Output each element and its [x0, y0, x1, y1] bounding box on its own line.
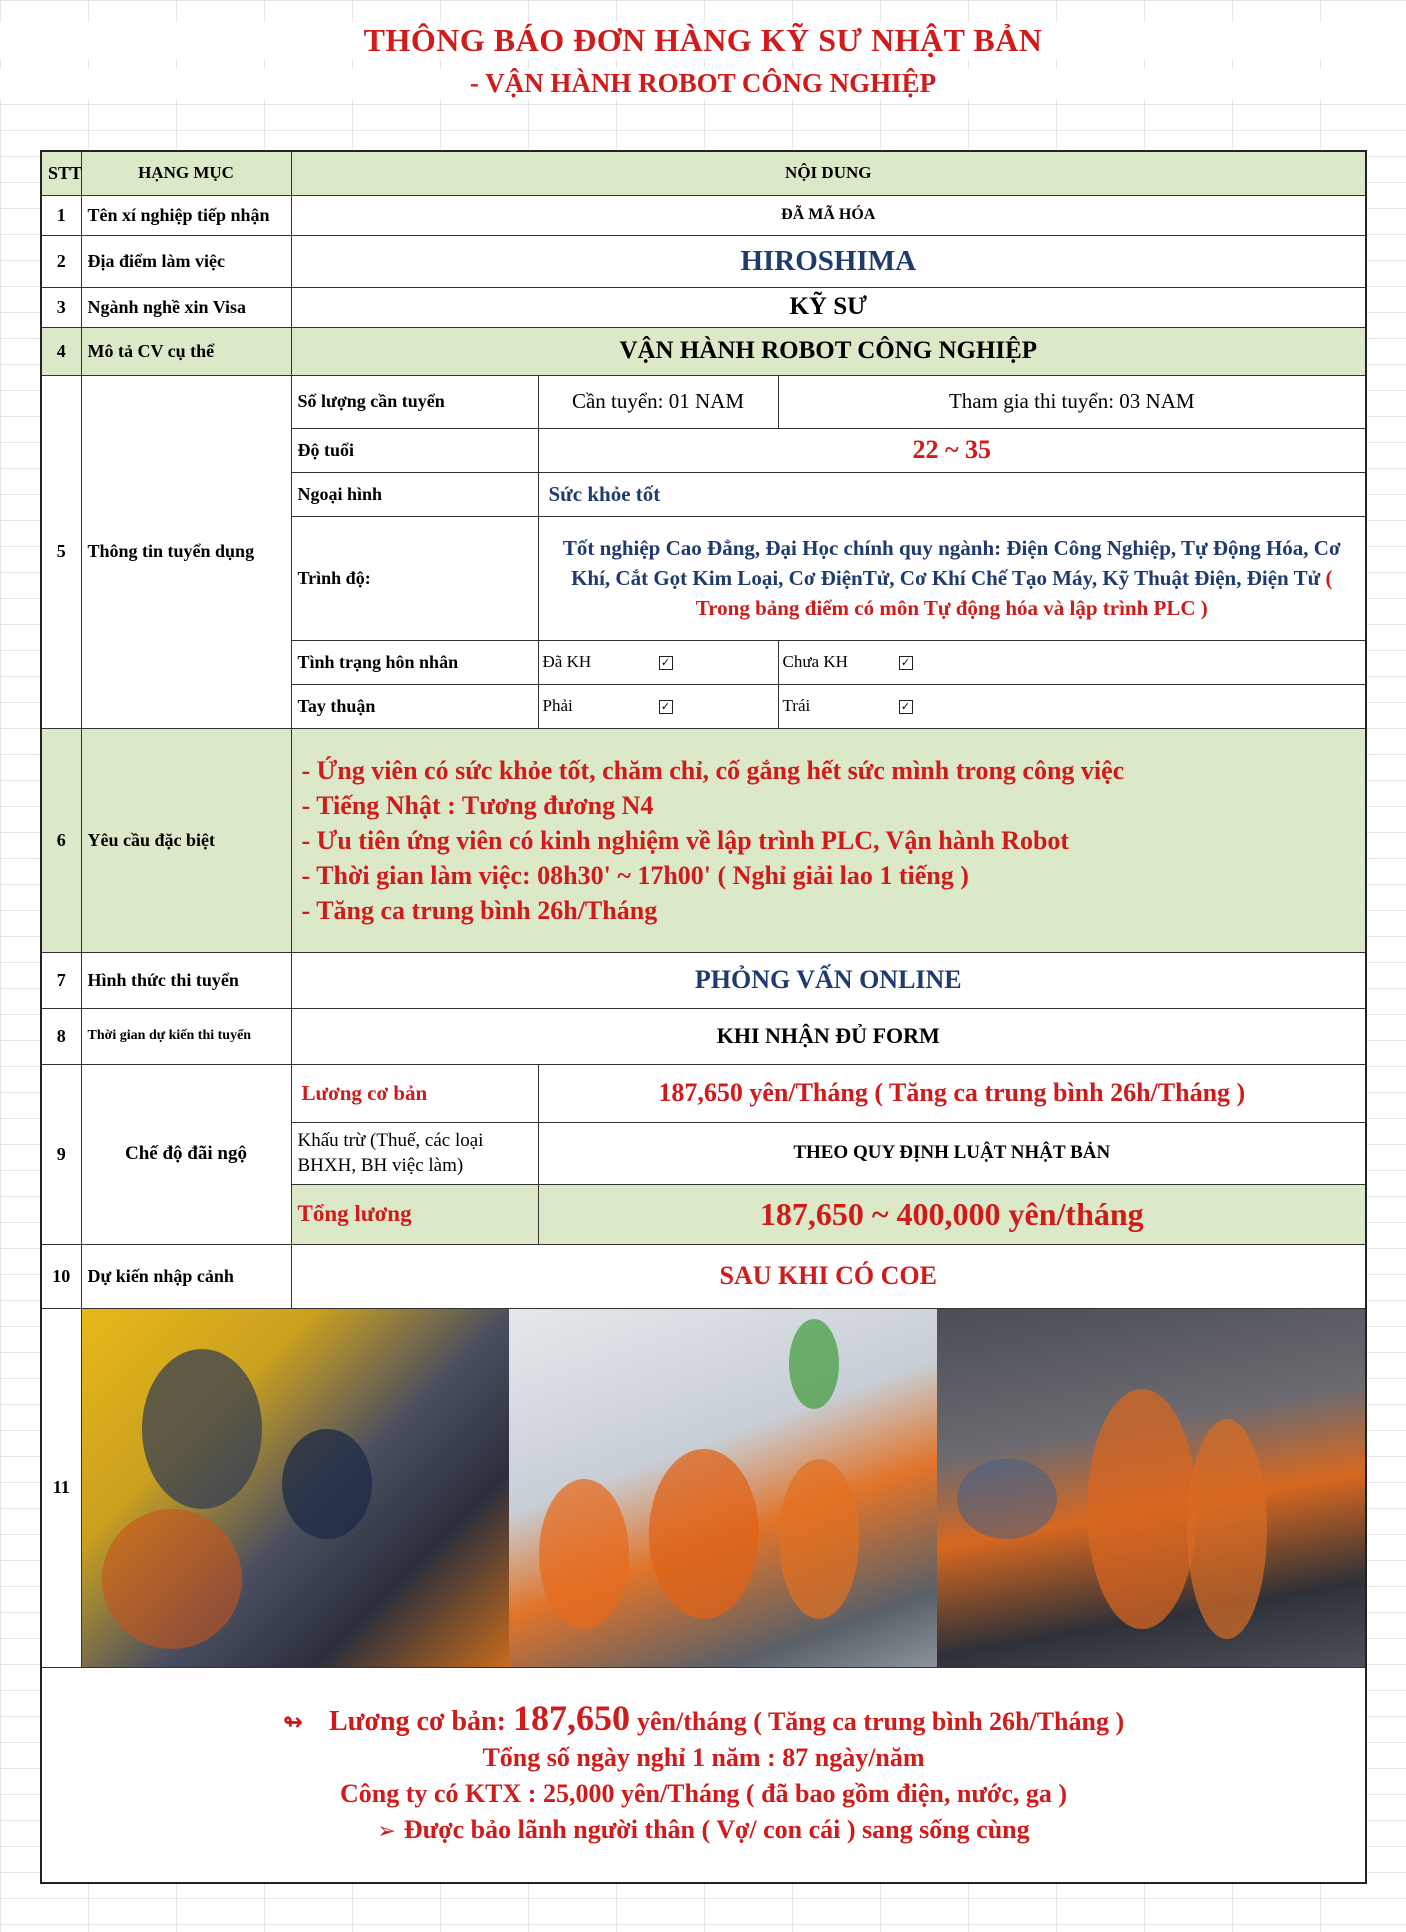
robot-photo	[82, 1309, 510, 1667]
photo-strip	[82, 1309, 1366, 1667]
education-label: Trình độ:	[291, 516, 538, 640]
summary-cell	[41, 1667, 1366, 1883]
requirement-item: - Ứng viên có sức khỏe tốt, chăm chỉ, cố gắng hết sức mình trong công việc	[301, 755, 1125, 785]
table-row	[41, 728, 1366, 952]
photo-shape	[282, 1429, 372, 1539]
row-number: 7	[41, 952, 81, 1008]
table-row	[41, 1308, 1366, 1667]
row-label: Thời gian dự kiến thi tuyển	[81, 1008, 291, 1064]
age-label: Độ tuổi	[291, 428, 538, 472]
row-label: Địa điểm làm việc	[81, 235, 291, 287]
arrow-icon: ↬	[282, 1707, 303, 1736]
left-hand-checkbox[interactable]: ✓	[899, 700, 913, 714]
photo-shape	[142, 1349, 262, 1509]
appearance-label: Ngoại hình	[291, 472, 538, 516]
photo-cell	[81, 1308, 1366, 1667]
stt-header: STT	[41, 151, 81, 195]
quantity-need: Cần tuyển: 01 NAM	[538, 375, 778, 428]
marital-married	[538, 640, 778, 684]
table-row	[41, 1008, 1366, 1064]
table-header-row	[41, 151, 1366, 195]
deduction-label: Khấu trừ (Thuế, các loại BHXH, BH việc làm)	[291, 1122, 538, 1184]
photo-shape	[102, 1509, 242, 1649]
table-row	[41, 1244, 1366, 1308]
visa-value: KỸ SƯ	[291, 287, 1366, 327]
table-row	[41, 235, 1366, 287]
base-salary-amount: 187,650	[512, 1697, 630, 1738]
job-table	[40, 150, 1367, 1884]
right-hand-label: Phải	[542, 696, 573, 715]
education-value: Tốt nghiệp Cao Đẳng, Đại Học chính quy ngành: Điện Công Nghiệp, Tự Động Hóa, Cơ Khí, Cắt Gọt Kim Loại, Cơ ĐiệnTử, Cơ Khí Chế Tạo Máy, Kỹ Thuật Điện, Điện Tử	[562, 536, 1341, 590]
requirement-item: - Tiếng Nhật : Tương đương N4	[301, 790, 654, 820]
total-salary-value: 187,650 ~ 400,000 yên/tháng	[538, 1184, 1366, 1244]
category-header: HẠNG MỤC	[81, 151, 291, 195]
photo-shape	[539, 1479, 629, 1629]
requirement-item: - Ưu tiên ứng viên có kinh nghiệm về lập trình PLC, Vận hành Robot	[301, 825, 1070, 855]
row-number: 2	[41, 235, 81, 287]
photo-shape	[957, 1459, 1057, 1539]
table-row	[41, 1064, 1366, 1122]
summary-row	[41, 1667, 1366, 1883]
robot-photo	[937, 1309, 1365, 1667]
education-cell	[538, 516, 1366, 640]
married-checkbox[interactable]: ✓	[659, 656, 673, 670]
base-salary-value: 187,650 yên/Tháng ( Tăng ca trung bình 26h/Tháng )	[538, 1064, 1366, 1122]
married-label: Đã KH	[542, 652, 592, 671]
right-hand-checkbox[interactable]: ✓	[659, 700, 673, 714]
photo-shape	[789, 1319, 839, 1409]
deduction-value: THEO QUY ĐỊNH LUẬT NHẬT BẢN	[538, 1122, 1366, 1184]
row-label: Ngành nghề xin Visa	[81, 287, 291, 327]
entry-value: SAU KHI CÓ COE	[291, 1244, 1366, 1308]
marital-single	[778, 640, 1366, 684]
page-subtitle: - VẬN HÀNH ROBOT CÔNG NGHIỆP	[0, 68, 1406, 99]
table-row	[41, 375, 1366, 428]
hand-left	[778, 684, 1366, 728]
summary-base-salary	[48, 1697, 1359, 1740]
base-salary-prefix: Lương cơ bản:	[329, 1705, 506, 1737]
content-header: NỘI DUNG	[291, 151, 1366, 195]
photo-shape	[1187, 1419, 1267, 1639]
company-value: ĐÃ MÃ HÓA	[291, 195, 1366, 235]
row-label: Dự kiến nhập cảnh	[81, 1244, 291, 1308]
row-label: Mô tả CV cụ thể	[81, 327, 291, 375]
row-label: Yêu cầu đặc biệt	[81, 728, 291, 952]
appearance-value: Sức khỏe tốt	[538, 472, 1366, 516]
single-label: Chưa KH	[782, 652, 848, 671]
row-number: 10	[41, 1244, 81, 1308]
location-value: HIROSHIMA	[291, 235, 1366, 287]
photo-shape	[649, 1449, 759, 1619]
pointer-icon: ➢	[377, 1818, 396, 1844]
special-requirements	[291, 728, 1366, 952]
row-number: 3	[41, 287, 81, 327]
row-label: Hình thức thi tuyển	[81, 952, 291, 1008]
row-number: 8	[41, 1008, 81, 1064]
summary-family	[48, 1812, 1359, 1850]
marital-label: Tình trạng hôn nhân	[291, 640, 538, 684]
left-hand-label: Trái	[782, 696, 811, 715]
row-number: 5	[41, 375, 81, 728]
base-salary-suffix: yên/tháng ( Tăng ca trung bình 26h/Tháng )	[636, 1706, 1125, 1736]
row-label: Tên xí nghiệp tiếp nhận	[81, 195, 291, 235]
row-label: Thông tin tuyển dụng	[81, 375, 291, 728]
hand-right	[538, 684, 778, 728]
requirement-item: - Tăng ca trung bình 26h/Tháng	[301, 895, 658, 925]
row-number: 11	[41, 1308, 81, 1667]
age-value: 22 ~ 35	[538, 428, 1366, 472]
quantity-label: Số lượng cần tuyển	[291, 375, 538, 428]
table-row	[41, 287, 1366, 327]
photo-shape	[1087, 1389, 1197, 1629]
total-salary-label: Tổng lương	[291, 1184, 538, 1244]
table-row	[41, 952, 1366, 1008]
base-salary-label: Lương cơ bản	[291, 1064, 538, 1122]
family-text: Được bảo lãnh người thân ( Vợ/ con cái ) sang sống cùng	[403, 1814, 1030, 1844]
single-checkbox[interactable]: ✓	[899, 656, 913, 670]
exam-format-value: PHỎNG VẤN ONLINE	[291, 952, 1366, 1008]
table-row	[41, 195, 1366, 235]
photo-shape	[779, 1459, 859, 1619]
education-note: ( Trong bảng điểm có môn Tự động hóa và lập trình PLC )	[695, 566, 1333, 620]
row-number: 1	[41, 195, 81, 235]
summary-holidays: Tổng số ngày nghỉ 1 năm : 87 ngày/năm	[482, 1742, 925, 1772]
row-label: Chế độ đãi ngộ	[81, 1064, 291, 1244]
requirement-item: - Thời gian làm việc: 08h30' ~ 17h00' ( Nghỉ giải lao 1 tiếng )	[301, 860, 969, 890]
row-number: 6	[41, 728, 81, 952]
page-title: THÔNG BÁO ĐƠN HÀNG KỸ SƯ NHẬT BẢN	[0, 22, 1406, 59]
table-row	[41, 327, 1366, 375]
quantity-exam: Tham gia thi tuyển: 03 NAM	[778, 375, 1366, 428]
summary-dorm: Công ty có KTX : 25,000 yên/Tháng ( đã bao gồm điện, nước, ga )	[340, 1778, 1068, 1808]
row-number: 4	[41, 327, 81, 375]
robot-photo	[509, 1309, 937, 1667]
job-description-value: VẬN HÀNH ROBOT CÔNG NGHIỆP	[291, 327, 1366, 375]
row-number: 9	[41, 1064, 81, 1244]
exam-time-value: KHI NHẬN ĐỦ FORM	[291, 1008, 1366, 1064]
hand-label: Tay thuận	[291, 684, 538, 728]
